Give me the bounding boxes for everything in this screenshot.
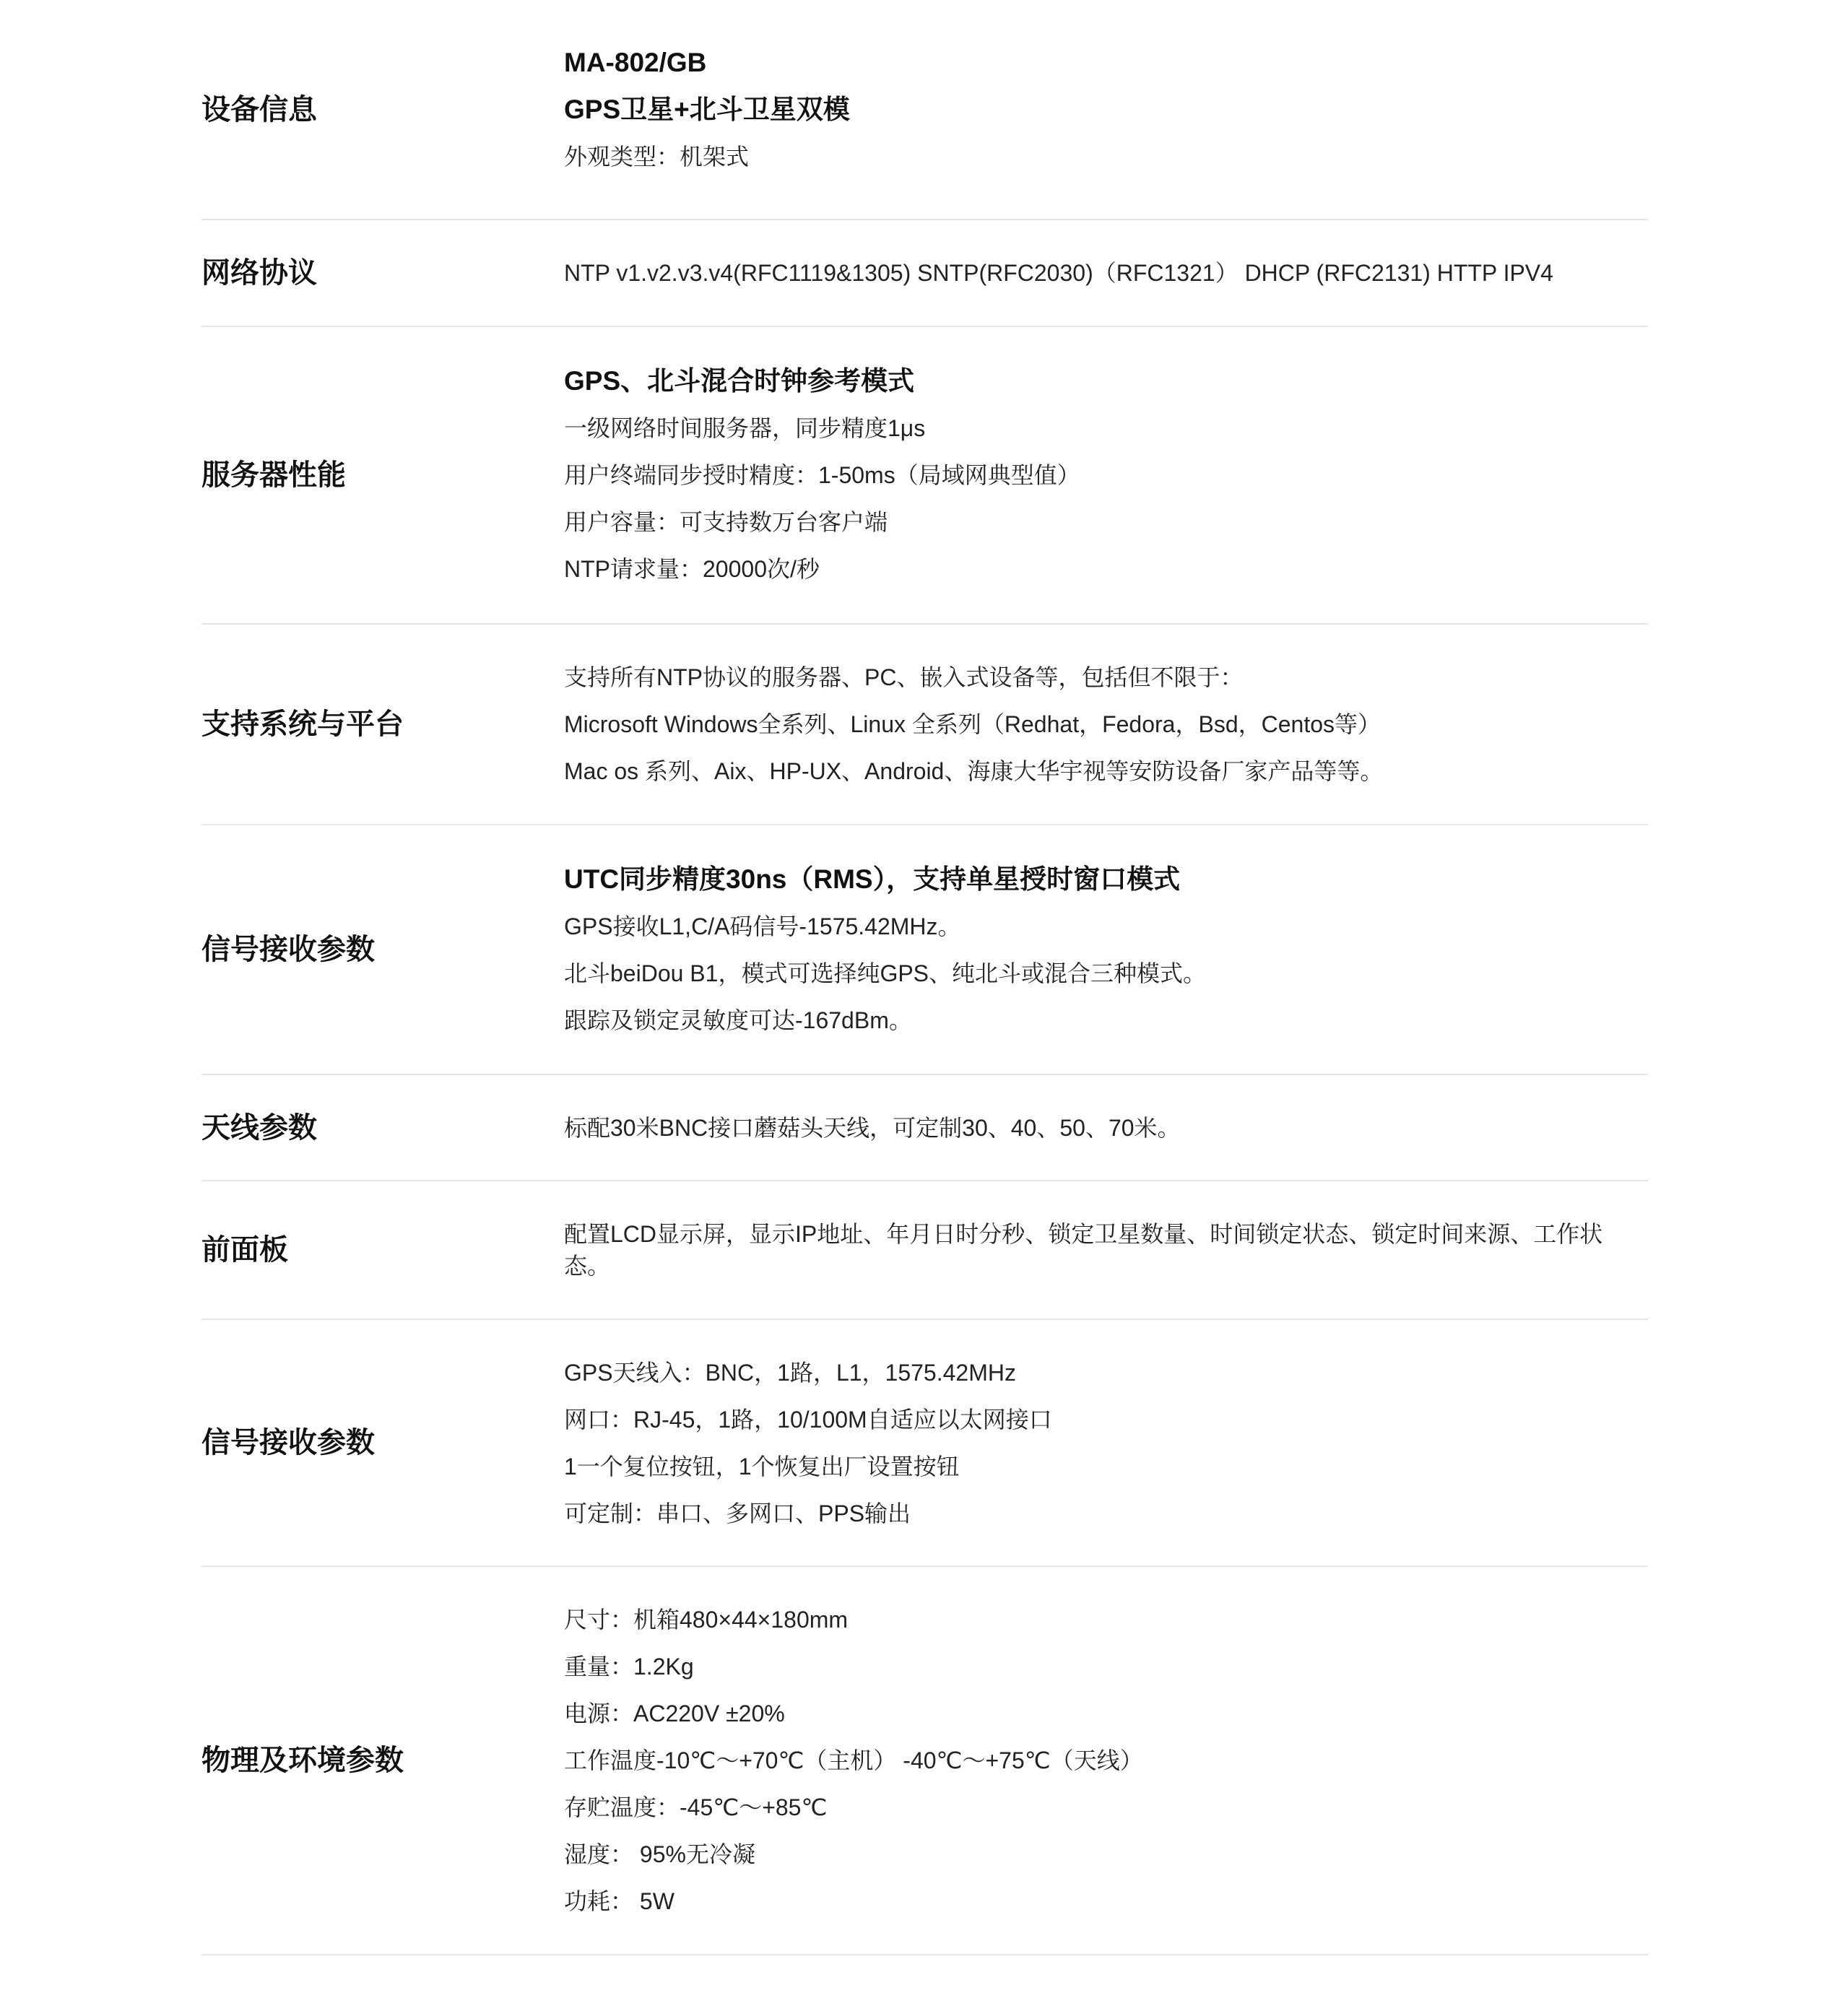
spec-value: 1一个复位按钮，1个恢复出厂设置按钮 bbox=[564, 1453, 960, 1480]
spec-row-server-performance bbox=[201, 327, 1648, 625]
spec-value: NTP v1.v2.v3.v4(RFC1119&1305) SNTP(RFC2030)（RFC1321） DHCP (RFC2131) HTTP IPV4 bbox=[564, 260, 1553, 286]
spec-value: GPS、北斗混合时钟参考模式 bbox=[564, 366, 915, 396]
spec-values bbox=[564, 661, 1648, 787]
spec-value: GPS卫星+北斗卫星双模 bbox=[564, 94, 850, 124]
spec-row-supported-platforms bbox=[201, 625, 1648, 825]
spec-label: 信号接收参数 bbox=[201, 1427, 375, 1459]
spec-value: Microsoft Windows全系列、Linux 全系列（Redhat，Fedora，Bsd，Centos等） bbox=[564, 711, 1381, 737]
spec-values bbox=[564, 1218, 1648, 1282]
spec-row-network-protocol bbox=[201, 220, 1648, 327]
spec-value: UTC同步精度30ns（RMS），支持单星授时窗口模式 bbox=[564, 864, 1181, 894]
spec-value: 支持所有NTP协议的服务器、PC、嵌入式设备等，包括但不限于： bbox=[564, 664, 1244, 690]
spec-row-front-panel bbox=[201, 1181, 1648, 1320]
spec-table bbox=[201, 0, 1648, 1955]
spec-value: 存贮温度：-45℃～+85℃ bbox=[564, 1794, 828, 1820]
spec-value: 配置LCD显示屏，显示IP地址、年月日时分秒、锁定卫星数量、时间锁定状态、锁定时间来源、工作状态。 bbox=[564, 1221, 1603, 1279]
spec-value: 重量：1.2Kg bbox=[564, 1654, 694, 1680]
spec-value: 标配30米BNC接口蘑菇头天线，可定制30、40、50、70米。 bbox=[564, 1114, 1181, 1141]
spec-row-device-info bbox=[201, 0, 1648, 220]
spec-row-signal-reception-2 bbox=[201, 1320, 1648, 1567]
spec-label: 信号接收参数 bbox=[201, 934, 375, 965]
spec-value: 一级网络时间服务器，同步精度1μs bbox=[564, 415, 926, 441]
spec-label: 天线参数 bbox=[201, 1111, 317, 1144]
spec-value: 外观类型：机架式 bbox=[564, 143, 750, 170]
spec-label: 服务器性能 bbox=[201, 459, 346, 491]
spec-label: 物理及环境参数 bbox=[201, 1745, 404, 1776]
spec-label: 支持系统与平台 bbox=[201, 708, 404, 740]
spec-value: 用户容量：可支持数万台客户端 bbox=[564, 509, 888, 535]
spec-values bbox=[564, 257, 1648, 289]
spec-value: GPS天线入：BNC，1路，L1，1575.42MHz bbox=[564, 1359, 1016, 1386]
spec-value: 湿度： 95%无冷凝 bbox=[564, 1841, 755, 1867]
spec-row-signal-reception bbox=[201, 825, 1648, 1075]
spec-value: 可定制：串口、多网口、PPS输出 bbox=[564, 1500, 911, 1526]
spec-label: 前面板 bbox=[201, 1234, 288, 1266]
spec-value: 网口：RJ-45，1路，10/100M自适应以太网接口 bbox=[564, 1406, 1052, 1433]
spec-values bbox=[564, 864, 1648, 1036]
spec-value: 尺寸：机箱480×44×180mm bbox=[564, 1607, 849, 1633]
spec-row-physical-environment bbox=[201, 1567, 1648, 1955]
spec-value: 功耗： 5W bbox=[564, 1888, 674, 1914]
spec-values bbox=[564, 365, 1648, 585]
spec-values bbox=[564, 1112, 1648, 1144]
spec-value: 工作温度-10℃～+70℃（主机） -40℃～+75℃（天线） bbox=[564, 1747, 1143, 1773]
spec-value: 跟踪及锁定灵敏度可达-167dBm。 bbox=[564, 1007, 912, 1033]
spec-value: 北斗beiDou B1，模式可选择纯GPS、纯北斗或混合三种模式。 bbox=[564, 960, 1207, 986]
spec-label: 设备信息 bbox=[201, 93, 317, 126]
spec-value: 用户终端同步授时精度：1-50ms（局域网典型值） bbox=[564, 462, 1080, 488]
spec-row-antenna bbox=[201, 1075, 1648, 1181]
spec-value: Mac os 系列、Aix、HP-UX、Android、海康大华宇视等安防设备厂家产品等等。 bbox=[564, 758, 1384, 784]
spec-values bbox=[564, 47, 1648, 173]
spec-value: 电源：AC220V ±20% bbox=[564, 1701, 785, 1726]
spec-values bbox=[564, 1604, 1648, 1917]
spec-value: MA-802/GB bbox=[564, 47, 707, 77]
spec-label: 网络协议 bbox=[201, 257, 317, 289]
spec-value: GPS接收L1,C/A码信号-1575.42MHz。 bbox=[564, 913, 961, 939]
spec-values bbox=[564, 1357, 1648, 1529]
spec-value: NTP请求量：20000次/秒 bbox=[564, 556, 820, 582]
